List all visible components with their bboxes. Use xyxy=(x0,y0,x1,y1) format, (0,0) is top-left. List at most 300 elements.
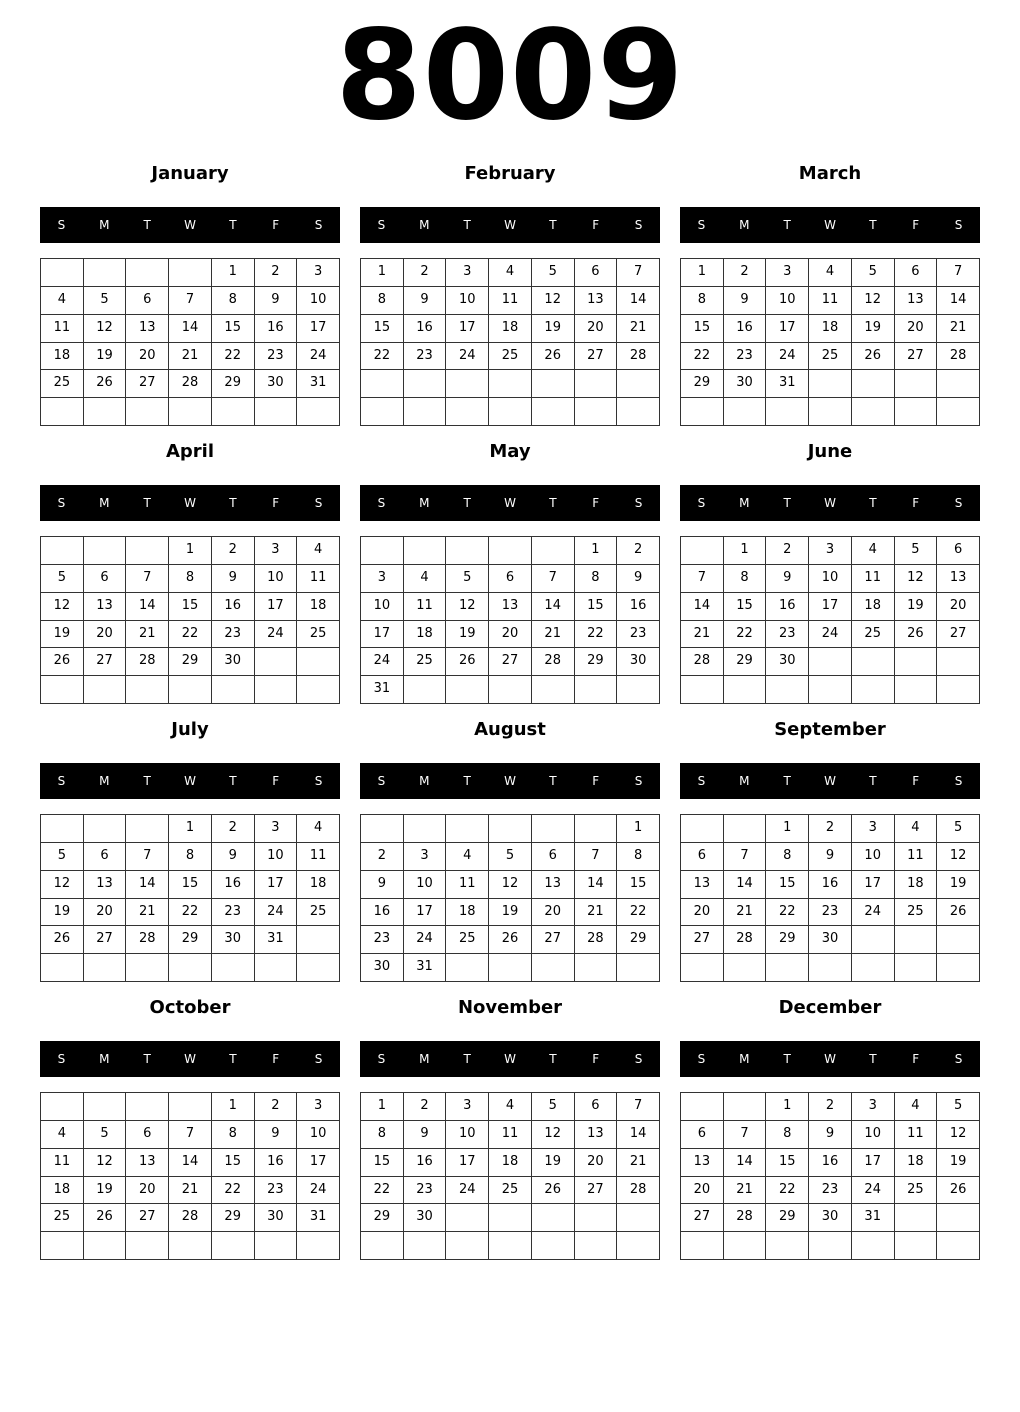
weekday-label: T xyxy=(869,496,877,510)
day-cell: 26 xyxy=(41,926,84,954)
day-cell: 9 xyxy=(361,871,404,899)
day-cell: 11 xyxy=(41,315,84,343)
day-cell: 21 xyxy=(937,315,980,343)
day-cell: 16 xyxy=(617,593,660,621)
day-cell: 26 xyxy=(532,343,575,371)
weekday-label: S xyxy=(377,496,386,510)
empty-day-cell xyxy=(617,954,660,982)
empty-day-cell xyxy=(852,676,895,704)
day-cell: 19 xyxy=(532,1149,575,1177)
day-cell: 7 xyxy=(681,565,724,593)
day-cell: 11 xyxy=(895,843,938,871)
empty-day-cell xyxy=(84,259,127,287)
day-cell: 14 xyxy=(169,1149,212,1177)
day-cell: 11 xyxy=(446,871,489,899)
day-cell: 15 xyxy=(212,315,255,343)
day-cell: 19 xyxy=(41,621,84,649)
weekday-label: M xyxy=(739,774,750,788)
empty-day-cell xyxy=(681,1093,724,1121)
weekday-label: W xyxy=(184,496,196,510)
empty-day-cell xyxy=(126,537,169,565)
day-cell: 6 xyxy=(84,565,127,593)
day-cell: 31 xyxy=(852,1204,895,1232)
day-cell: 23 xyxy=(255,1177,298,1205)
day-cell: 7 xyxy=(617,1093,660,1121)
day-cell: 22 xyxy=(766,899,809,927)
day-cell: 5 xyxy=(532,1093,575,1121)
day-cell: 4 xyxy=(404,565,447,593)
day-cell: 8 xyxy=(169,843,212,871)
day-cell: 13 xyxy=(575,1121,618,1149)
weekday-label: S xyxy=(954,218,963,232)
day-cell: 17 xyxy=(766,315,809,343)
day-cell: 24 xyxy=(255,621,298,649)
weekday-label: W xyxy=(504,218,516,232)
empty-day-cell xyxy=(532,398,575,426)
weekday-label: M xyxy=(99,218,110,232)
weekday-label: T xyxy=(143,1052,151,1066)
empty-day-cell xyxy=(532,537,575,565)
empty-day-cell xyxy=(575,370,618,398)
day-cell: 21 xyxy=(126,621,169,649)
day-cell: 7 xyxy=(126,565,169,593)
day-cell: 28 xyxy=(532,648,575,676)
day-cell: 12 xyxy=(41,593,84,621)
day-cell: 16 xyxy=(809,1149,852,1177)
day-cell: 24 xyxy=(809,621,852,649)
weekday-label: W xyxy=(824,496,836,510)
day-cell: 24 xyxy=(404,926,447,954)
empty-day-cell xyxy=(852,370,895,398)
empty-day-cell xyxy=(84,1232,127,1260)
day-cell: 2 xyxy=(809,1093,852,1121)
day-cell: 13 xyxy=(681,1149,724,1177)
day-cell: 23 xyxy=(617,621,660,649)
day-cell: 13 xyxy=(895,287,938,315)
weekday-label: W xyxy=(824,218,836,232)
day-cell: 3 xyxy=(297,1093,340,1121)
day-cell: 12 xyxy=(446,593,489,621)
day-cell: 1 xyxy=(681,259,724,287)
weekday-label: S xyxy=(697,218,706,232)
day-cell: 20 xyxy=(937,593,980,621)
day-cell: 2 xyxy=(404,259,447,287)
day-cell: 23 xyxy=(809,1177,852,1205)
day-cell: 20 xyxy=(895,315,938,343)
day-cell: 23 xyxy=(361,926,404,954)
day-cell: 28 xyxy=(724,926,767,954)
weekday-label: T xyxy=(463,496,471,510)
day-cell: 27 xyxy=(575,343,618,371)
day-cell: 2 xyxy=(809,815,852,843)
day-cell: 28 xyxy=(169,370,212,398)
day-cell: 10 xyxy=(766,287,809,315)
day-cell: 23 xyxy=(404,1177,447,1205)
weekday-label: T xyxy=(869,218,877,232)
weekday-label: W xyxy=(824,774,836,788)
empty-day-cell xyxy=(532,1232,575,1260)
day-cell: 18 xyxy=(489,1149,532,1177)
day-cell: 23 xyxy=(724,343,767,371)
empty-day-cell xyxy=(41,1232,84,1260)
day-cell: 23 xyxy=(212,621,255,649)
empty-day-cell xyxy=(575,815,618,843)
empty-day-cell xyxy=(895,954,938,982)
month-name: September xyxy=(774,719,886,740)
day-cell: 7 xyxy=(617,259,660,287)
day-cell: 10 xyxy=(446,1121,489,1149)
weekday-label: F xyxy=(592,1052,600,1066)
weekday-label: S xyxy=(634,774,643,788)
day-cell: 11 xyxy=(297,843,340,871)
day-cell: 1 xyxy=(617,815,660,843)
day-cell: 29 xyxy=(361,1204,404,1232)
empty-day-cell xyxy=(575,1232,618,1260)
weekday-label: T xyxy=(463,1052,471,1066)
empty-day-cell xyxy=(126,1093,169,1121)
day-cell: 19 xyxy=(446,621,489,649)
day-cell: 10 xyxy=(255,565,298,593)
empty-day-cell xyxy=(809,1232,852,1260)
day-cell: 12 xyxy=(532,1121,575,1149)
day-cell: 1 xyxy=(361,259,404,287)
empty-day-cell xyxy=(852,926,895,954)
day-cell: 23 xyxy=(766,621,809,649)
empty-day-cell xyxy=(895,926,938,954)
day-cell: 11 xyxy=(41,1149,84,1177)
day-cell: 16 xyxy=(255,315,298,343)
day-cell: 14 xyxy=(617,1121,660,1149)
day-cell: 15 xyxy=(766,871,809,899)
day-cell: 1 xyxy=(766,815,809,843)
empty-day-cell xyxy=(532,370,575,398)
day-cell: 19 xyxy=(84,343,127,371)
day-cell: 20 xyxy=(126,1177,169,1205)
day-cell: 21 xyxy=(724,1177,767,1205)
weekday-label: F xyxy=(592,218,600,232)
weekday-label: S xyxy=(57,1052,66,1066)
day-cell: 14 xyxy=(575,871,618,899)
day-cell: 26 xyxy=(852,343,895,371)
day-cell: 9 xyxy=(255,1121,298,1149)
weekday-label: F xyxy=(912,218,920,232)
weekday-label: S xyxy=(697,496,706,510)
day-cell: 12 xyxy=(84,1149,127,1177)
day-cell: 18 xyxy=(41,343,84,371)
day-cell: 8 xyxy=(766,1121,809,1149)
empty-day-cell xyxy=(937,370,980,398)
empty-day-cell xyxy=(41,954,84,982)
empty-day-cell xyxy=(681,537,724,565)
weekday-label: T xyxy=(869,1052,877,1066)
day-cell: 22 xyxy=(361,343,404,371)
empty-day-cell xyxy=(489,676,532,704)
weekday-label: M xyxy=(99,1052,110,1066)
weekday-label: F xyxy=(912,496,920,510)
weekday-label: F xyxy=(592,774,600,788)
empty-day-cell xyxy=(681,676,724,704)
weekday-label: S xyxy=(57,218,66,232)
month-name: August xyxy=(474,719,546,740)
day-cell: 1 xyxy=(169,537,212,565)
day-cell: 1 xyxy=(575,537,618,565)
day-cell: 12 xyxy=(937,1121,980,1149)
day-cell: 2 xyxy=(212,537,255,565)
day-cell: 30 xyxy=(212,648,255,676)
day-cell: 8 xyxy=(169,565,212,593)
weekday-header xyxy=(40,485,340,521)
day-cell: 10 xyxy=(446,287,489,315)
day-cell: 17 xyxy=(852,871,895,899)
day-cell: 9 xyxy=(766,565,809,593)
day-cell: 20 xyxy=(681,1177,724,1205)
weekday-label: M xyxy=(419,1052,430,1066)
day-grid xyxy=(680,814,980,982)
day-cell: 6 xyxy=(575,1093,618,1121)
day-cell: 27 xyxy=(126,370,169,398)
month-name: October xyxy=(149,997,231,1018)
empty-day-cell xyxy=(809,370,852,398)
day-cell: 27 xyxy=(126,1204,169,1232)
weekday-label: S xyxy=(954,774,963,788)
day-cell: 6 xyxy=(489,565,532,593)
day-cell: 29 xyxy=(212,1204,255,1232)
day-cell: 20 xyxy=(84,621,127,649)
day-cell: 11 xyxy=(895,1121,938,1149)
day-cell: 14 xyxy=(724,1149,767,1177)
weekday-label: T xyxy=(783,218,791,232)
empty-day-cell xyxy=(446,676,489,704)
day-cell: 24 xyxy=(361,648,404,676)
day-cell: 22 xyxy=(212,343,255,371)
day-cell: 5 xyxy=(84,1121,127,1149)
day-cell: 17 xyxy=(361,621,404,649)
empty-day-cell xyxy=(404,370,447,398)
day-cell: 27 xyxy=(489,648,532,676)
day-cell: 11 xyxy=(297,565,340,593)
day-cell: 29 xyxy=(169,648,212,676)
day-cell: 23 xyxy=(404,343,447,371)
weekday-label: T xyxy=(783,1052,791,1066)
day-cell: 30 xyxy=(809,926,852,954)
day-cell: 6 xyxy=(681,1121,724,1149)
empty-day-cell xyxy=(766,954,809,982)
day-cell: 25 xyxy=(852,621,895,649)
day-cell: 8 xyxy=(212,287,255,315)
day-cell: 21 xyxy=(532,621,575,649)
day-cell: 31 xyxy=(255,926,298,954)
empty-day-cell xyxy=(489,398,532,426)
weekday-label: S xyxy=(634,1052,643,1066)
day-cell: 8 xyxy=(575,565,618,593)
empty-day-cell xyxy=(84,537,127,565)
year-title: 8009 xyxy=(335,4,685,148)
empty-day-cell xyxy=(404,815,447,843)
day-cell: 10 xyxy=(404,871,447,899)
empty-day-cell xyxy=(126,259,169,287)
weekday-label: T xyxy=(143,218,151,232)
day-cell: 10 xyxy=(809,565,852,593)
weekday-label: T xyxy=(463,218,471,232)
empty-day-cell xyxy=(937,648,980,676)
day-cell: 16 xyxy=(404,1149,447,1177)
day-cell: 15 xyxy=(361,315,404,343)
weekday-label: W xyxy=(504,1052,516,1066)
day-grid xyxy=(40,1092,340,1260)
day-cell: 13 xyxy=(489,593,532,621)
day-cell: 20 xyxy=(575,1149,618,1177)
weekday-label: T xyxy=(549,218,557,232)
empty-day-cell xyxy=(84,676,127,704)
day-cell: 22 xyxy=(575,621,618,649)
weekday-label: S xyxy=(377,218,386,232)
empty-day-cell xyxy=(404,676,447,704)
empty-day-cell xyxy=(617,1232,660,1260)
empty-day-cell xyxy=(681,815,724,843)
day-cell: 15 xyxy=(169,593,212,621)
month-name: May xyxy=(489,441,531,462)
day-cell: 7 xyxy=(937,259,980,287)
empty-day-cell xyxy=(41,815,84,843)
day-cell: 5 xyxy=(937,815,980,843)
weekday-label: T xyxy=(549,1052,557,1066)
day-cell: 20 xyxy=(489,621,532,649)
empty-day-cell xyxy=(852,954,895,982)
weekday-label: T xyxy=(229,218,237,232)
weekday-header xyxy=(680,485,980,521)
empty-day-cell xyxy=(489,537,532,565)
day-grid xyxy=(40,814,340,982)
day-cell: 21 xyxy=(617,315,660,343)
day-cell: 27 xyxy=(532,926,575,954)
empty-day-cell xyxy=(724,676,767,704)
month-name: July xyxy=(171,719,209,740)
day-cell: 4 xyxy=(895,815,938,843)
day-cell: 29 xyxy=(766,1204,809,1232)
weekday-label: F xyxy=(912,774,920,788)
day-cell: 17 xyxy=(297,1149,340,1177)
day-cell: 25 xyxy=(297,899,340,927)
weekday-label: M xyxy=(99,496,110,510)
weekday-label: T xyxy=(143,496,151,510)
day-cell: 25 xyxy=(489,343,532,371)
day-cell: 18 xyxy=(852,593,895,621)
day-cell: 17 xyxy=(446,315,489,343)
empty-day-cell xyxy=(617,1204,660,1232)
day-grid xyxy=(680,536,980,704)
day-cell: 26 xyxy=(84,1204,127,1232)
day-cell: 17 xyxy=(809,593,852,621)
month-name: February xyxy=(464,163,556,184)
empty-day-cell xyxy=(489,1232,532,1260)
empty-day-cell xyxy=(404,398,447,426)
empty-day-cell xyxy=(852,398,895,426)
day-cell: 30 xyxy=(255,370,298,398)
weekday-label: T xyxy=(463,774,471,788)
empty-day-cell xyxy=(532,954,575,982)
day-cell: 16 xyxy=(404,315,447,343)
day-cell: 9 xyxy=(617,565,660,593)
day-cell: 21 xyxy=(724,899,767,927)
day-cell: 6 xyxy=(126,1121,169,1149)
empty-day-cell xyxy=(126,815,169,843)
day-cell: 31 xyxy=(361,676,404,704)
day-cell: 28 xyxy=(169,1204,212,1232)
day-cell: 9 xyxy=(809,843,852,871)
weekday-label: F xyxy=(272,218,280,232)
day-grid xyxy=(360,258,660,426)
weekday-header xyxy=(40,1041,340,1077)
day-cell: 14 xyxy=(617,287,660,315)
day-cell: 3 xyxy=(766,259,809,287)
day-cell: 31 xyxy=(297,1204,340,1232)
empty-day-cell xyxy=(126,1232,169,1260)
empty-day-cell xyxy=(681,1232,724,1260)
day-cell: 11 xyxy=(852,565,895,593)
day-cell: 12 xyxy=(532,287,575,315)
weekday-label: S xyxy=(697,774,706,788)
day-cell: 14 xyxy=(169,315,212,343)
day-cell: 24 xyxy=(297,343,340,371)
day-cell: 30 xyxy=(361,954,404,982)
month-name: June xyxy=(807,441,853,462)
month-name: April xyxy=(165,441,215,462)
empty-day-cell xyxy=(766,1232,809,1260)
day-cell: 14 xyxy=(126,871,169,899)
day-cell: 11 xyxy=(489,287,532,315)
day-cell: 4 xyxy=(446,843,489,871)
empty-day-cell xyxy=(361,815,404,843)
day-cell: 12 xyxy=(41,871,84,899)
empty-day-cell xyxy=(617,398,660,426)
day-cell: 5 xyxy=(84,287,127,315)
day-cell: 6 xyxy=(532,843,575,871)
day-cell: 7 xyxy=(169,287,212,315)
empty-day-cell xyxy=(255,676,298,704)
day-cell: 20 xyxy=(126,343,169,371)
empty-day-cell xyxy=(361,537,404,565)
weekday-label: S xyxy=(634,218,643,232)
day-cell: 25 xyxy=(446,926,489,954)
day-cell: 10 xyxy=(297,1121,340,1149)
empty-day-cell xyxy=(446,815,489,843)
day-cell: 22 xyxy=(681,343,724,371)
month-name: November xyxy=(457,997,563,1018)
empty-day-cell xyxy=(404,537,447,565)
day-cell: 20 xyxy=(532,899,575,927)
day-cell: 28 xyxy=(126,926,169,954)
empty-day-cell xyxy=(724,1232,767,1260)
day-cell: 27 xyxy=(681,926,724,954)
day-cell: 16 xyxy=(809,871,852,899)
day-cell: 7 xyxy=(575,843,618,871)
day-cell: 21 xyxy=(617,1149,660,1177)
day-cell: 19 xyxy=(852,315,895,343)
empty-day-cell xyxy=(575,1204,618,1232)
empty-day-cell xyxy=(41,259,84,287)
day-cell: 12 xyxy=(489,871,532,899)
day-cell: 9 xyxy=(212,843,255,871)
weekday-label: S xyxy=(314,218,323,232)
day-cell: 16 xyxy=(212,593,255,621)
day-cell: 4 xyxy=(489,259,532,287)
day-cell: 14 xyxy=(724,871,767,899)
day-cell: 18 xyxy=(489,315,532,343)
day-cell: 3 xyxy=(852,815,895,843)
empty-day-cell xyxy=(84,1093,127,1121)
day-cell: 26 xyxy=(446,648,489,676)
weekday-label: M xyxy=(739,218,750,232)
